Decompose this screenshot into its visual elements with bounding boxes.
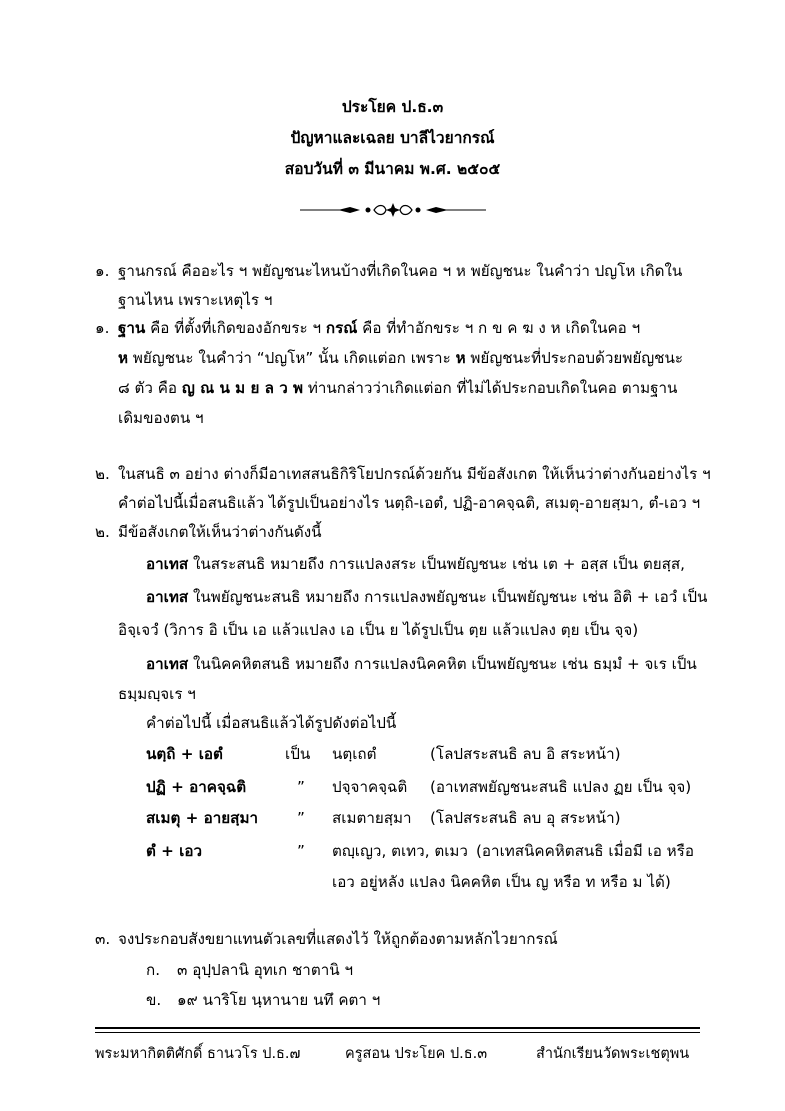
exam-date: สอบวันที่ ๓ มีนาคม พ.ศ. ๒๕๐๕ [284, 160, 501, 178]
sandhi-note: (อาเทสนิคคหิตสนธิ เมื่อมี เอ หรือ [476, 842, 694, 860]
sandhi-term: นตฺถิ + เอตํ [146, 745, 223, 763]
a2-para1 [146, 554, 685, 574]
a1-l3-text: ๘ ตัว คือ [118, 379, 182, 397]
sandhi-term: สเมตุ + อายสฺมา [146, 809, 258, 827]
q1-text: ฐานกรณ์ คืออะไร ฯ พยัญชนะไหนบ้างที่เกิดในคอ ฯ ห พยัญชนะ ในคำว่า ปญโห เกิดใน [118, 262, 683, 280]
a2-para2-text: ในพยัญชนะสนธิ หมายถึง การแปลงพยัญชนะ เป็นพยัญชนะ เช่น อิติ + เอวํ เป็น [188, 588, 708, 606]
footer-place: สำนักเรียนวัดพระเชตุพน [536, 1046, 690, 1062]
a2-para3-cont: ธมฺมญฺจเร ฯ [118, 685, 196, 703]
q3-text: จงประกอบสังขยาแทนตัวเลขที่แสดงไว้ ให้ถูกต้องตามหลักไวยากรณ์ [118, 930, 558, 948]
sandhi-note: (โลปสระสนธิ ลบ อุ สระหน้า) [430, 809, 621, 827]
q2-text-cont: คำต่อไปนี้เมื่อสนธิแล้ว ได้รูปเป็นอย่างไร นตฺถิ-เอตํ, ปฏิ-อาคจฺฉติ, สเมตุ-อายสฺมา, ตํ-เอว ฯ [118, 494, 701, 512]
a1-line2 [118, 348, 683, 368]
a2-term-ades-1: อาเทส [146, 555, 189, 573]
sandhi-note-cont: เอว อยู่หลัง แปลง นิคคหิต เป็น ญ หรือ ท หรือ ม ได้) [332, 873, 671, 891]
a1-line1 [118, 318, 640, 338]
a1-term-karana: กรณ์ [325, 319, 358, 337]
a1-ho-2: ห [455, 349, 466, 367]
a1-l3-text2: ท่านกล่าวว่าเกิดแต่อก ที่ไม่ได้ประกอบเกิดในคอ ตามฐาน [303, 379, 678, 397]
a2-para3 [146, 654, 697, 674]
a2-number: ๒. [95, 523, 110, 541]
a2-para3-text: ในนิคคหิตสนธิ หมายถึง การแปลงนิคคหิต เป็นพยัญชนะ เช่น ธมฺมํ + จเร เป็น [188, 655, 697, 673]
page-title: ประโยค ป.ธ.๓ [341, 98, 444, 116]
sandhi-sep: ” [297, 778, 305, 796]
a1-ho-1: ห [118, 349, 129, 367]
a1-line4: เดิมของตน ฯ [118, 409, 204, 427]
footer-rule-thin [95, 1032, 700, 1033]
sandhi-result: สเมตายสฺมา [332, 809, 412, 827]
a1-def-karana: คือ ที่ทำอักขระ ฯ ก ข ค ฆ ง ห เกิดในคอ ฯ [357, 319, 641, 337]
sandhi-term: ตํ + เอว [146, 842, 203, 860]
q3-item-label: ข. [146, 991, 162, 1009]
q2-number: ๒. [95, 465, 110, 483]
footer-role: ครูสอน ประโยค ป.ธ.๓ [345, 1046, 488, 1062]
sandhi-sep: เป็น [285, 745, 311, 763]
sandhi-sep: ” [297, 809, 305, 827]
q3-number: ๓. [95, 930, 111, 948]
a2-intro: มีข้อสังเกตให้เห็นว่าต่างกันดังนี้ [118, 523, 322, 541]
q3-item-text: ๑๙ นาริโย นฺหานาย นทึ คตา ฯ [177, 991, 381, 1009]
q3-item-label: ก. [146, 961, 161, 979]
sandhi-result: ปจฺจาคจฺฉติ [332, 778, 408, 796]
a2-para1-text: ในสระสนธิ หมายถึง การแปลงสระ เป็นพยัญชนะ เช่น เต + อสฺส เป็น ตยสฺส, [188, 555, 685, 573]
sandhi-note: (โลปสระสนธิ ลบ อิ สระหน้า) [430, 745, 621, 763]
q3-item-text: ๓ อุปฺปลานิ อุทเก ชาตานิ ฯ [177, 961, 353, 979]
a2-intro2: คำต่อไปนี้ เมื่อสนธิแล้วได้รูปดังต่อไปนี้ [146, 714, 397, 732]
sandhi-note: (อาเทสพยัญชนะสนธิ แปลง ฏย เป็น จฺจ) [430, 778, 692, 796]
a1-def-than: คือ ที่ตั้งที่เกิดของอักขระ ฯ [145, 319, 326, 337]
a2-para2-cont: อิจฺเจวํ (วิการ อิ เป็น เอ แล้วแปลง เอ เป็น ย ได้รูปเป็น ตฺย แล้วแปลง ตฺย เป็น จฺจ) [118, 621, 639, 639]
footer-author: พระมหากิตติศักดิ์ ธานวโร ป.ธ.๗ [95, 1046, 301, 1062]
ornament-divider-icon [298, 201, 488, 219]
a1-number: ๑. [95, 319, 110, 337]
q2-text: ในสนธิ ๓ อย่าง ต่างก็มีอาเทสสนธิกิริโยปกรณ์ด้วยกัน มีข้อสังเกต ให้เห็นว่าต่างกันอย่างไร ฯ [118, 465, 711, 483]
a2-term-ades-3: อาเทส [146, 655, 189, 673]
q1-text-cont: ฐานไหน เพราะเหตุไร ฯ [118, 291, 273, 309]
a1-l2-text: พยัญชนะ ในคำว่า “ปญโห” นั้น เกิดแต่อก เพราะ [128, 349, 456, 367]
page-subtitle: ปัญหาและเฉลย บาลีไวยากรณ์ [290, 129, 495, 147]
a1-l2-text2: พยัญชนะที่ประกอบด้วยพยัญชนะ [465, 349, 684, 367]
q1-number: ๑. [95, 262, 110, 280]
a1-consonant-list: ญ ณ น ม ย ล ว พ [181, 379, 304, 397]
sandhi-result: นตฺเถตํ [332, 745, 377, 763]
sandhi-result: ตญฺเญว, ตเทว, ตเมว [332, 842, 468, 860]
a1-term-than: ฐาน [118, 319, 146, 337]
a1-line3 [118, 378, 677, 398]
a2-para2 [146, 587, 707, 607]
sandhi-sep: ” [297, 842, 305, 860]
footer-rule-thick [95, 1027, 700, 1029]
a2-term-ades-2: อาเทส [146, 588, 189, 606]
sandhi-term: ปฏิ + อาคจฺฉติ [146, 778, 247, 796]
